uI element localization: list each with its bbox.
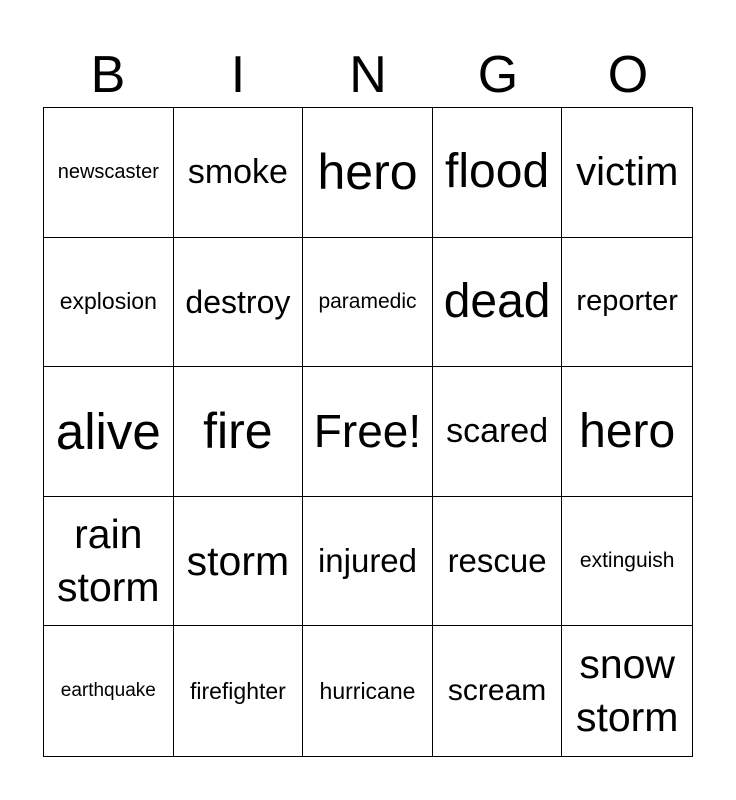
- cell-label: Free!: [313, 404, 422, 457]
- bingo-cell[interactable]: [433, 626, 563, 756]
- bingo-cell[interactable]: [562, 626, 692, 756]
- header-letter-g: G: [477, 46, 519, 104]
- bingo-cell[interactable]: [433, 367, 563, 497]
- cell-label: reporter: [576, 285, 678, 318]
- cell-label: scream: [447, 674, 547, 707]
- free-space[interactable]: [303, 367, 433, 497]
- cell-label: explosion: [59, 288, 157, 315]
- cell-label: rescue: [447, 542, 547, 580]
- cell-label: rain storm: [57, 510, 160, 611]
- bingo-cell[interactable]: [44, 497, 174, 627]
- bingo-cell[interactable]: [562, 367, 692, 497]
- cell-label: dead: [443, 274, 551, 328]
- cell-label: destroy: [185, 283, 291, 320]
- bingo-cell[interactable]: [44, 626, 174, 756]
- cell-label: paramedic: [318, 289, 417, 313]
- header-letter-i: I: [230, 46, 246, 104]
- bingo-cell[interactable]: [433, 108, 563, 238]
- bingo-cell[interactable]: [303, 626, 433, 756]
- bingo-cell[interactable]: [562, 497, 692, 627]
- cell-label: flood: [445, 145, 550, 199]
- cell-label: alive: [55, 402, 161, 460]
- bingo-cell[interactable]: [562, 108, 692, 238]
- header-letter-o: O: [607, 46, 649, 104]
- cell-label: snow storm: [575, 640, 679, 741]
- cell-label: storm: [186, 537, 290, 584]
- cell-label: fire: [203, 403, 273, 460]
- bingo-cell[interactable]: [174, 497, 304, 627]
- cell-label: firefighter: [189, 677, 286, 704]
- bingo-cell[interactable]: [174, 108, 304, 238]
- bingo-cell[interactable]: [44, 238, 174, 368]
- bingo-cell[interactable]: [174, 238, 304, 368]
- cell-label: hurricane: [319, 677, 416, 704]
- cell-label: earthquake: [60, 679, 156, 701]
- bingo-cell[interactable]: [174, 367, 304, 497]
- bingo-cell[interactable]: [303, 497, 433, 627]
- bingo-cell[interactable]: [303, 238, 433, 368]
- cell-label: victim: [576, 149, 679, 194]
- bingo-cell[interactable]: [44, 108, 174, 238]
- cell-label: hero: [317, 144, 418, 201]
- cell-label: extinguish: [579, 548, 675, 572]
- header-letter-b: B: [90, 46, 126, 104]
- cell-label: smoke: [187, 152, 288, 191]
- bingo-cell[interactable]: [44, 367, 174, 497]
- bingo-board: [43, 107, 693, 757]
- bingo-header: [43, 44, 693, 106]
- bingo-cell[interactable]: [433, 238, 563, 368]
- bingo-cell[interactable]: [433, 497, 563, 627]
- bingo-cell[interactable]: [562, 238, 692, 368]
- header-letter-n: N: [349, 46, 387, 104]
- bingo-cell[interactable]: [174, 626, 304, 756]
- cell-label: scared: [446, 412, 549, 451]
- cell-label: newscaster: [57, 160, 159, 183]
- cell-label: hero: [579, 404, 676, 458]
- bingo-cell[interactable]: [303, 108, 433, 238]
- cell-label: injured: [317, 542, 418, 580]
